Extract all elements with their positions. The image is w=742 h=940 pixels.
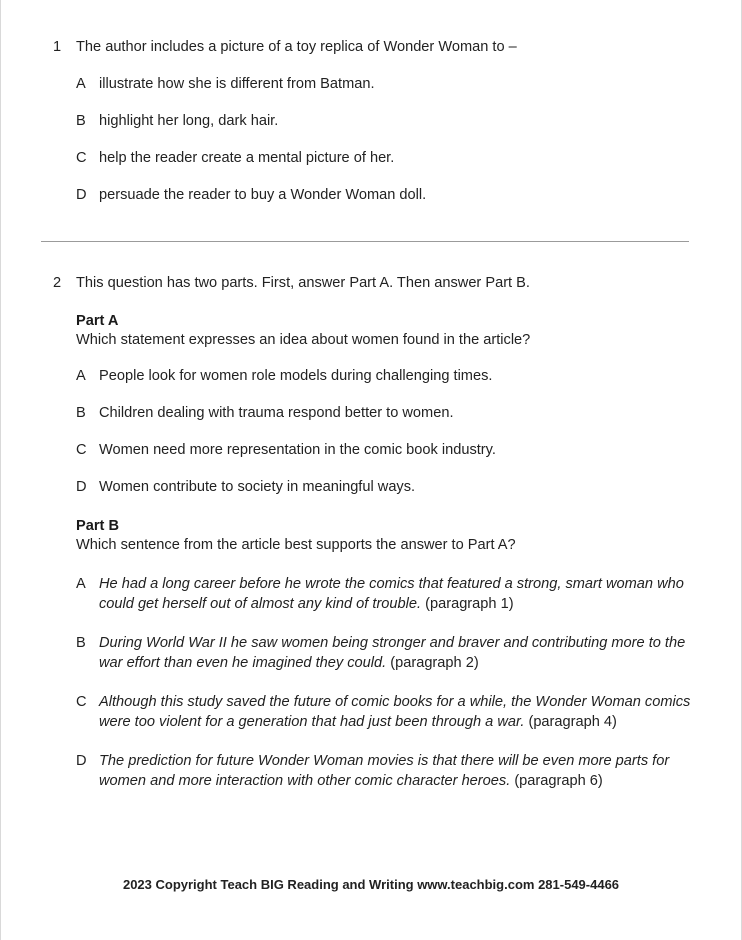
choice-letter: A (76, 367, 86, 384)
paragraph-citation: (paragraph 4) (528, 714, 617, 731)
part-b-choice-b[interactable] (53, 634, 697, 674)
choice-text: illustrate how she is different from Batman. (99, 75, 375, 92)
choice-letter: D (76, 186, 87, 203)
quote-text: Although this study saved the future of comic books for a while, the Wonder Woman comics were too violent for a generation that had just been through a war. (99, 694, 691, 731)
question-1 (53, 38, 697, 205)
choice-letter: D (76, 753, 87, 770)
question-2 (53, 274, 697, 793)
part-b-choice-d[interactable] (53, 752, 697, 792)
part-a-choice-d[interactable] (53, 478, 697, 497)
quote-text: He had a long career before he wrote the comics that featured a strong, smart woman who could get herself out of almost any kind of trouble. (99, 576, 684, 613)
question-1-stem-text: The author includes a picture of a toy replica of Wonder Woman to – (76, 39, 517, 55)
worksheet-content (1, 0, 741, 205)
part-a-prompt: Which statement expresses an idea about women found in the article? (76, 332, 531, 349)
quote-text: During World War II he saw women being stronger and braver and contributing more to the war effort than even he imagined they could. (99, 635, 686, 672)
part-a-choice-c[interactable] (53, 441, 697, 460)
question-1-choice-a[interactable] (53, 75, 697, 94)
choice-text: Children dealing with trauma respond better to women. (99, 404, 454, 421)
choice-letter: B (76, 404, 86, 421)
part-a-choice-a[interactable] (53, 367, 697, 386)
question-1-number: 1 (53, 39, 62, 55)
question-2-stem-text: This question has two parts. First, answer Part A. Then answer Part B. (76, 274, 530, 291)
choice-text: Women need more representation in the comic book industry. (99, 441, 496, 458)
question-2-number: 2 (53, 274, 62, 291)
choice-text: highlight her long, dark hair. (99, 112, 279, 129)
question-1-stem (53, 38, 697, 57)
part-b-choice-c[interactable] (53, 693, 697, 733)
choice-letter: A (76, 75, 86, 92)
page-footer (1, 877, 741, 892)
choice-text: help the reader create a mental picture of her. (99, 149, 395, 166)
paragraph-citation: (paragraph 2) (390, 655, 479, 672)
part-b-choice-a[interactable] (53, 575, 697, 615)
part-b-prompt: Which sentence from the article best supports the answer to Part A? (76, 536, 516, 553)
choice-letter: C (76, 441, 87, 458)
part-a-choice-b[interactable] (53, 404, 697, 423)
choice-letter: C (76, 694, 87, 711)
choice-text (99, 752, 697, 792)
paragraph-citation: (paragraph 6) (514, 773, 603, 790)
choice-text: Women contribute to society in meaningful ways. (99, 478, 416, 495)
footer-copyright-text: 2023 Copyright Teach BIG Reading and Writing www.teachbig.com 281-549-4466 (122, 877, 620, 892)
question-1-choice-b[interactable] (53, 112, 697, 131)
choice-letter: B (76, 635, 86, 652)
choice-letter: D (76, 478, 87, 495)
question-1-choice-d[interactable] (53, 186, 697, 205)
question-1-choice-c[interactable] (53, 149, 697, 168)
choice-text (99, 693, 697, 733)
choice-text: People look for women role models during challenging times. (99, 367, 493, 384)
paragraph-citation: (paragraph 1) (425, 596, 514, 613)
choice-letter: B (76, 112, 86, 129)
choice-text (99, 634, 697, 674)
part-b-heading: Part B (76, 517, 119, 534)
question-2-stem (53, 274, 697, 293)
choice-text: persuade the reader to buy a Wonder Woman doll. (99, 186, 427, 203)
part-a-heading: Part A (76, 313, 119, 330)
choice-text (99, 575, 697, 615)
choice-letter: A (76, 576, 86, 593)
choice-letter: C (76, 149, 87, 166)
quote-text: The prediction for future Wonder Woman movies is that there will be even more parts for women and more interaction with other comic character heroes. (99, 753, 670, 790)
